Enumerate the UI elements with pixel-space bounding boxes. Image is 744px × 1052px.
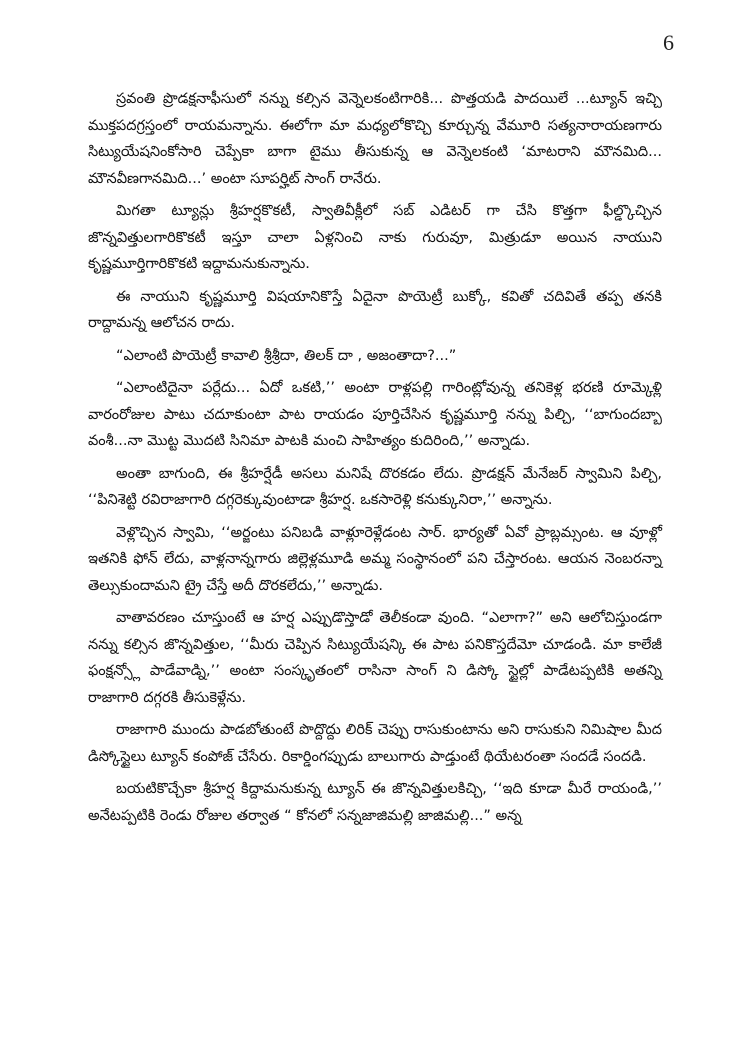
paragraph: వెళ్లొచ్చిన స్వామి, ‘‘అర్జంటు పనిబడి వాళ్లూరెళ్లేడంట సార్. భార్యతో ఏవో ప్రాబ్లమ్సంట. ఆ వూళ్లో ఇతనికి ఫోన్ లేదు, వాళ్లనాన్నగారు జిల్లెళ్లమూడి అమ్మ సంస్థానంలో పని చేస్తారంట. ఆయన నెంబరన్నా తెల్సుకుందామని ట్రై చేస్తే అదీ దొరకలేదు,’’ అన్నాడు. <box>88 524 662 594</box>
paragraph: మిగతా ట్యూన్లు శ్రీహర్షకొకటీ, స్వాతివీక్లీలో సబ్ ఎడిటర్ గా చేసి కొత్తగా ఫీల్డ్కొచ్చిన జొన్నవిత్తులగారికొకటీ ఇస్తూ చాలా ఏళ్లనించి నాకు గురువూ, మిత్రుడూ అయిన నాయుని కృష్ణమూర్తిగారికొకటి ఇద్దామనుకున్నాను. <box>88 203 662 272</box>
body-text <box>88 86 662 835</box>
paragraph: స్రవంతి ప్రొడక్షనాఫీసులో నన్ను కల్సిన వెన్నెలకంటిగారికి... పొత్తయడి పాదయిలే ...ట్యూన్ ఇచ్చి ముక్తపదగ్రస్తంలో రాయమన్నాను. ఈలోగా మా మధ్యలోకొచ్చి కూర్చున్న వేమూరి సత్యనారాయణగారు సిట్యుయేషనింకోసారి చెప్పేకా బాగా టైము తీసుకున్న ఆ వెన్నెలకంటి ‘మాటరాని మౌనమిది... మౌనవీణగానమిది...’ అంటా సూపర్హిట్ సాంగ్ రానేరు. <box>88 91 662 187</box>
paragraph: “ఎలాంటిదైనా పర్లేదు... ఏదో ఒకటి,’’ అంటా రాళ్లపల్లి గారింట్లోవున్న తనికెళ్ల భరణి రూమ్కెళ్లి వారంరోజుల పాటు చదూకుంటా పాట రాయడం పూర్తిచేసిన కృష్ణమూర్తి నన్ను పిల్చి, ‘‘బాగుందబ్బా వంశీ...నా మొట్ట మొదటి సినిమా పాటకి మంచి సాహిత్యం కుదిరింది,’’ అన్నాడు. <box>88 380 662 449</box>
paragraph: ఈ నాయుని కృష్ణమూర్తి విషయానికొస్తే ఏదైనా పొయెట్రీ బుక్కో, కవితో చదివితే తప్ప తనకి రాద్దామన్న ఆలోచన రాదు. <box>88 288 662 331</box>
paragraph: “ఎలాంటి పొయెట్రీ కావాలి శ్రీశ్రీదా, తిలక్ దా , అజంతాదా?...” <box>116 347 457 364</box>
paragraph: రాజాగారి ముందు పాడబోతుంటే పొద్దొద్దు లిరిక్ చెప్పు రాసుకుంటాను అని రాసుకుని నిమిషాల మీద డిస్కోస్టైలు ట్యూన్ కంపోజ్ చేసేరు. రికార్డింగప్పుడు బాలుగారు పాడ్తుంటే థియేటరంతా సందడే సందడి. <box>88 722 662 765</box>
page-number: 6 <box>663 30 674 55</box>
paragraph: వాతావరణం చూస్తుంటే ఆ హర్ష ఎప్పుడొస్తాడో తెలీకండా వుంది. “ఎలాగా?” అని ఆలోచిస్తుండగా నన్ను కల్సిన జొన్నవిత్తుల, ‘‘మీరు చెప్పిన సిట్యుయేషన్కి ఈ పాట పనికొస్తదేమో చూడండి. మా కాలేజీ ఫంక్షన్స్లో పాడేవాడ్ని,’’ అంటా సంస్కృతంలో రాసినా సాంగ్ ని డిస్కో స్టైల్లో పాడేటప్పటికి అతన్ని రాజాగారి దగ్గరకి తీసుకెళ్లేను. <box>88 610 662 706</box>
paragraph: బయటికొచ్చేకా శ్రీహర్ష కిద్దామనుకున్న ట్యూన్ ఈ జొన్నవిత్తులకిచ్చి, ‘‘ఇది కూడా మీరే రాయండి,’’ అనేటప్పటికి రెండు రోజుల తర్వాత “ కోనలో సన్నజాజిమల్లి జాజిమల్లి...” అన్న <box>88 781 662 824</box>
paragraph: అంతా బాగుంది, ఈ శ్రీహర్షేడీ అసలు మనిషే దొరకడం లేదు. ప్రొడక్షన్ మేనేజర్ స్వామిని పిల్చి, ‘‘పినిశెట్టి రవిరాజాగారి దగ్గరెక్కువుంటాడా శ్రీహర్ష. ఒకసారెళ్లి కనుక్కునిరా,’’ అన్నాను. <box>88 465 662 508</box>
